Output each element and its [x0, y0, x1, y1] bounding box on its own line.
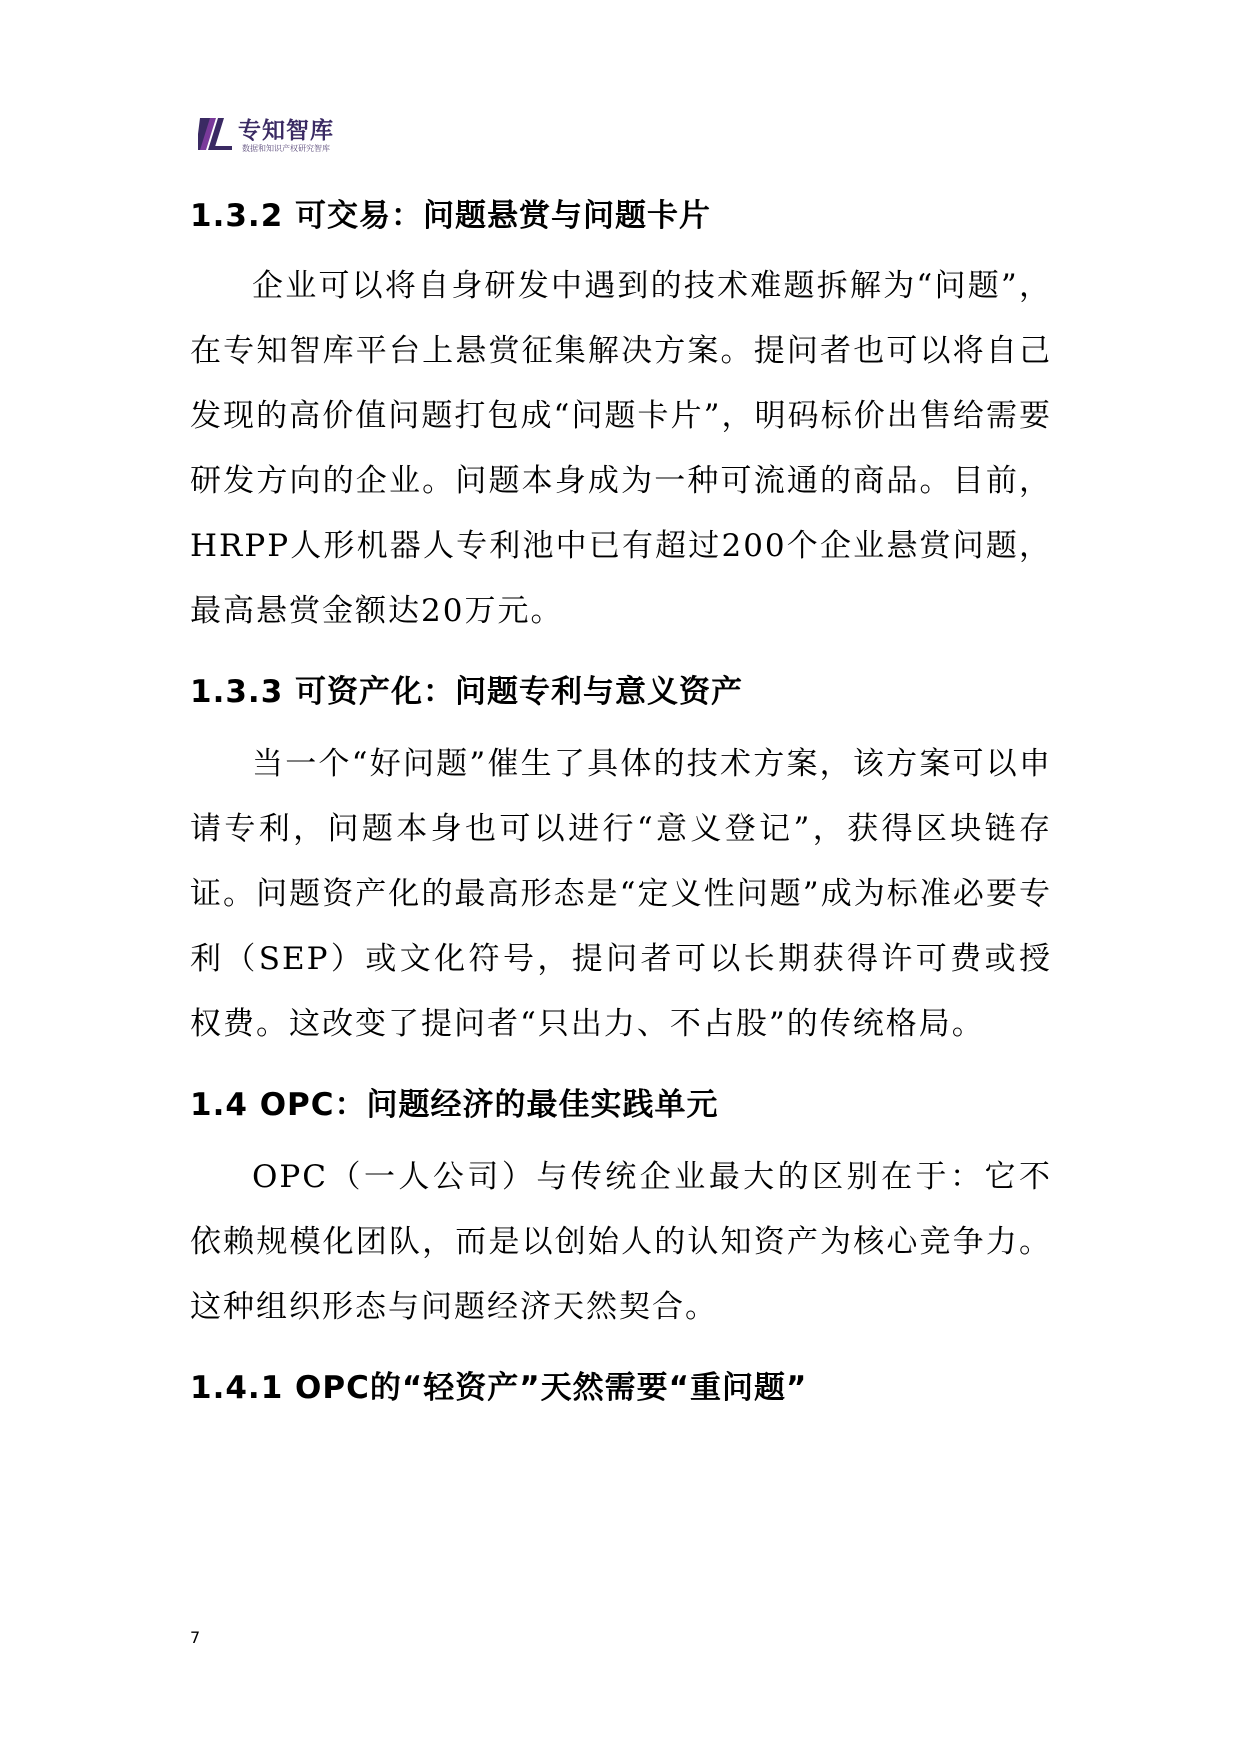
- logo-title: 专知智库: [238, 118, 334, 144]
- document-body: [190, 190, 1052, 1414]
- section-heading-1-3-2: 1.3.2 可交易：问题悬赏与问题卡片: [190, 198, 712, 234]
- section-heading-1-4-1: 1.4.1 OPC的“轻资产”天然需要“重问题”: [190, 1370, 808, 1406]
- section-heading-1-3-3: 1.3.3 可资产化：问题专利与意义资产: [190, 674, 744, 710]
- section-paragraph-1-3-2: 企业可以将自身研发中遇到的技术难题拆解为“问题”，在专知智库平台上悬赏征集解决方案。提问者也可以将自己发现的高价值问题打包成“问题卡片”，明码标价出售给需要研发方向的企业。问题本身成为一种可流通的商品。目前，HRPP人形机器人专利池中已有超过200个企业悬赏问题，最高悬赏金额达20万元。: [190, 268, 1052, 629]
- page-number: 7: [190, 1628, 201, 1647]
- section-paragraph-1-3-3: 当一个“好问题”催生了具体的技术方案，该方案可以申请专利，问题本身也可以进行“意义登记”，获得区块链存证。问题资产化的最高形态是“定义性问题”成为标准必要专利（SEP）或文化符号，提问者可以长期获得许可费或授权费。这改变了提问者“只出力、不占股”的传统格局。: [190, 746, 1052, 1042]
- section-paragraph-1-4: OPC（一人公司）与传统企业最大的区别在于：它不依赖规模化团队，而是以创始人的认知资产为核心竞争力。这种组织形态与问题经济天然契合。: [190, 1159, 1052, 1325]
- zl-logo-icon: [198, 114, 234, 154]
- section-heading-1-4: 1.4 OPC：问题经济的最佳实践单元: [190, 1087, 719, 1123]
- logo-subtitle: 数据和知识产权研究智库: [242, 144, 330, 153]
- header-logo: [198, 112, 358, 162]
